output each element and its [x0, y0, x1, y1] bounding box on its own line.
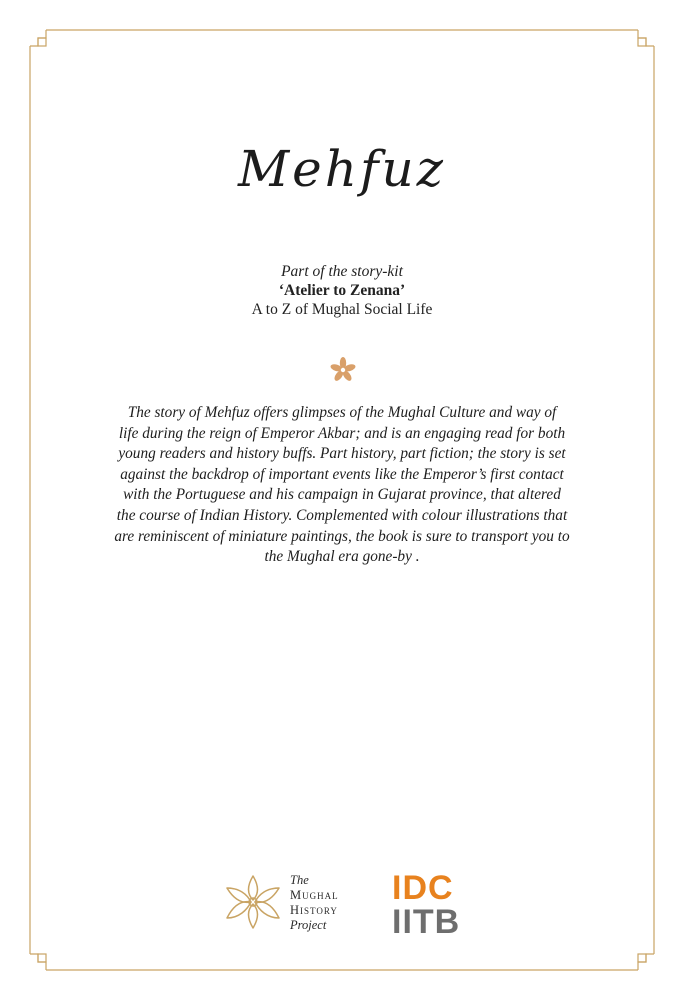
kit-tagline: A to Z of Mughal Social Life: [251, 301, 433, 318]
mhp-line: Mughal: [290, 888, 339, 902]
description-line: with the Portuguese and his campaign in Gujarat province, that altered: [123, 486, 561, 504]
description-line: young readers and history buffs. Part history, part fiction; the story is set: [118, 445, 566, 463]
description-line: are reminiscent of miniature paintings, the book is sure to transport you to: [114, 527, 570, 545]
description-line: The story of Mehfuz offers glimpses of the Mughal Culture and way of: [127, 404, 557, 421]
mhp-line: The: [290, 873, 309, 887]
book-title: Mehfuz: [237, 140, 447, 198]
flower-ornament-icon: [329, 356, 357, 384]
mhp-line: History: [290, 903, 338, 917]
kit-intro: Part of the story-kit: [281, 263, 403, 280]
iitb-logo-text: IITB: [392, 903, 461, 941]
mhp-line: Project: [290, 918, 327, 932]
description-line: against the backdrop of important events like the Emperor’s first contact: [120, 465, 564, 483]
kit-name: ‘Atelier to Zenana’: [278, 282, 406, 299]
description-line: life during the reign of Emperor Akbar; and is an engaging read for both: [118, 424, 566, 442]
description-line: the Mughal era gone-by .: [264, 548, 420, 566]
book-description: [96, 403, 588, 568]
lotus-star-logo-icon: [225, 872, 281, 932]
story-kit-info: [0, 262, 684, 319]
mughal-history-project-logo-text: [290, 873, 339, 933]
description-line: the course of Indian History. Complemented with colour illustrations that: [116, 506, 568, 524]
idc-logo-text: IDC: [392, 869, 454, 907]
